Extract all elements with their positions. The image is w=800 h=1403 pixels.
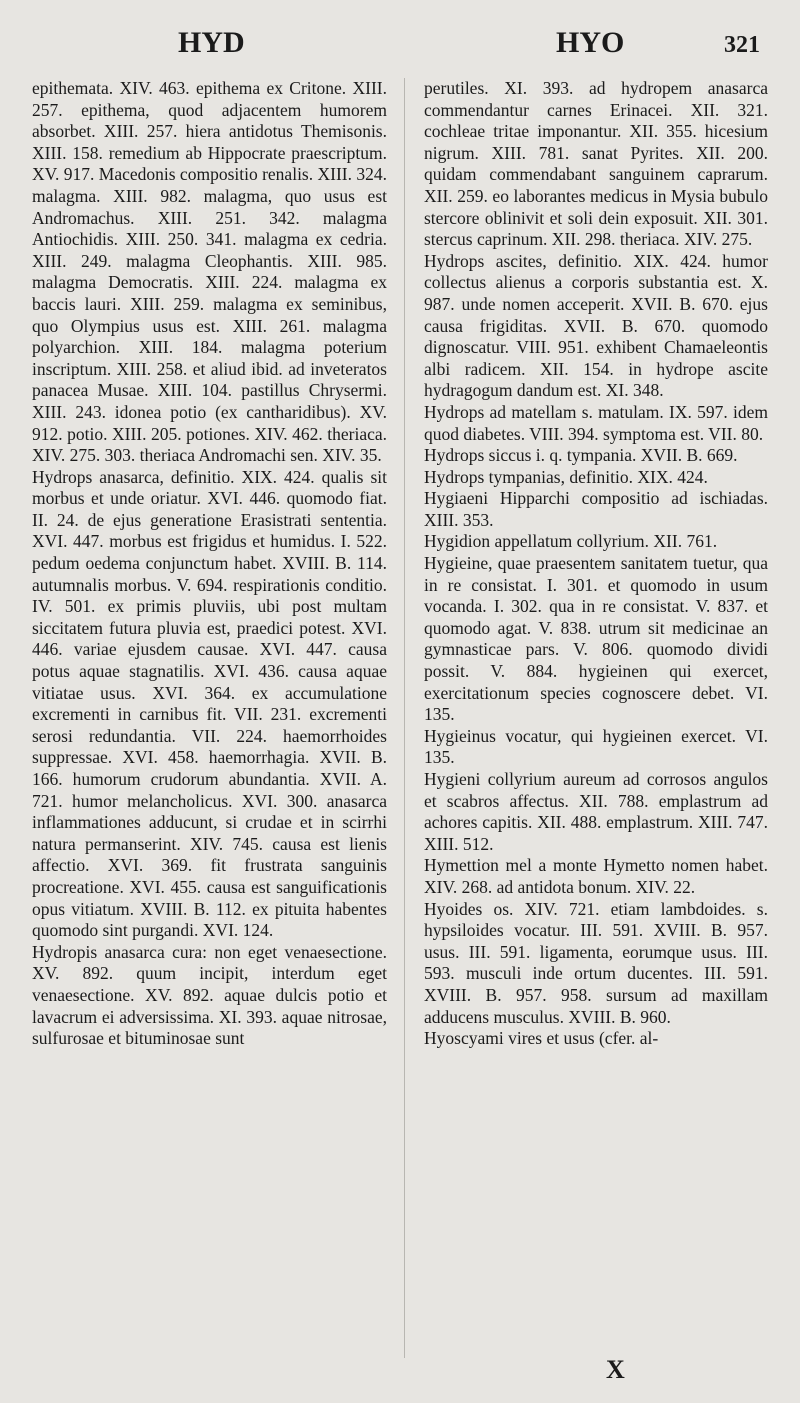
- index-entry: Hyoides os. XIV. 721. etiam lambdoides. s. hypsiloides vocatur. III. 591. XVIII. B. 957. usus. III. 591. ligamenta, eorumque usus. III. 593. musculi inde ortum ducentes. III. 591. XVIII. B. 957. 958. sursum ad maxillam adducens musculus. XVIII. B. 960.: [424, 898, 768, 1027]
- index-entry: Hydrops tympanias, definitio. XIX. 424.: [424, 466, 708, 487]
- index-entry: Hygieni collyrium aureum ad corrosos angulos et scabros affectus. XII. 788. emplastrum ad achores capitis. XII. 488. emplastrum. XIII. 747. XIII. 512.: [424, 769, 768, 854]
- index-entry: Hydropis anasarca cura: non eget venaesectione. XV. 892. quum incipit, interdum eget venaesectione. XV. 892. aquae dulcis potio et lavacrum ei adversissima. XI. 393. aquae nitrosae, sulfurosae et bituminosae sunt: [32, 941, 387, 1049]
- index-entry: Hygieinus vocatur, qui hygieinen exercet. VI. 135.: [424, 725, 768, 768]
- running-head-right: HYO: [556, 26, 625, 59]
- index-entry: Hydrops ascites, definitio. XIX. 424. humor collectus alienus a corporis substantia est. X. 987. unde nomen acceperit. XVII. B. 670. ejus causa frigiditas. XVII. B. 670. quomodo dignoscatur. VIII. 951. exhibent Chamaeleontis albi radicem. XII. 154. in hydrope ascite hydragogum dandum est. XI. 348.: [424, 250, 768, 401]
- index-entry: Hygidion appellatum collyrium. XII. 761.: [424, 531, 718, 552]
- index-entry: epithemata. XIV. 463. epithema ex Critone. XIII. 257. epithema, quod adjacentem humorem absorbet. XIII. 257. hiera antidotus Themisonis. XIII. 158. remedium ab Hippocrate praescriptum. XV. 917. Macedonis compositio renalis. XIII. 324. malagma. XIII. 982. malagma, quo usus est Andromachus. XIII. 251. 342. malagma Antiochidis. XIII. 250. 341. malagma ex cedria. XIII. 249. malagma Cleophantis. XIII. 985. malagma Democratis. XIII. 224. malagma ex baccis lauri. XIII. 259. malagma ex seminibus, quo Olympius usus est. XIII. 261. malagma polyarchion. XIII. 184. malagma poterium inscriptum. XIII. 258. et aliud ibid. ad inveteratos panacea Musae. XIII. 104. pastillus Chrysermi. XIII. 243. idonea potio (ex cantharidibus). XV. 912. potio. XIII. 205. potiones. XIV. 462. theriaca. XIV. 275. 303. theriaca Andromachi sen. XIV. 35.: [32, 78, 387, 466]
- index-entry: Hygiaeni Hipparchi compositio ad ischiadas. XIII. 353.: [424, 488, 768, 530]
- index-entry: Hygieine, quae praesentem sanitatem tuetur, qua in re consistat. I. 301. et quomodo in usum vocanda. I. 302. qua in re consistat. V. 837. et quomodo agat. V. 838. utrum sit medicinae an gymnasticae pars. V. 806. quomodo dividi possit. V. 884. hygieinen qui exercet, exercitationum species cognoscere debet. VI. 135.: [424, 553, 768, 725]
- index-entry: Hydrops siccus i. q. tympania. XVII. B. 669.: [424, 445, 738, 466]
- page-number: 321: [724, 32, 760, 58]
- signature-mark: X: [606, 1355, 625, 1384]
- index-entry: Hydrops ad matellam s. matulam. IX. 597. idem quod diabetes. VIII. 394. symptoma est. VII. 80.: [424, 401, 768, 444]
- index-entry: perutiles. XI. 393. ad hydropem anasarca commendantur carnes Erinacei. XII. 321. cochleae tritae imponantur. XII. 355. hicesium nigrum. XIII. 781. sanat Pyrites. XII. 200. quidam commendabant sanguinem caprarum. XII. 259. eo laborantes medicus in Mysia bubulo stercore oblinivit et soli dein exposuit. XII. 301. stercus caprinum. XII. 298. theriaca. XIV. 275.: [424, 78, 768, 250]
- left-column: [32, 78, 387, 1050]
- right-column: [424, 78, 768, 1050]
- index-entry: Hymettion mel a monte Hymetto nomen habet. XIV. 268. ad antidota bonum. XIV. 22.: [424, 855, 768, 897]
- column-gap: [404, 78, 405, 1358]
- index-entry: Hyoscyami vires et usus (cfer. al-: [424, 1028, 659, 1049]
- running-head-left: HYD: [178, 26, 245, 59]
- index-entry: Hydrops anasarca, definitio. XIX. 424. qualis sit morbus et unde oriatur. XVI. 446. quomodo fiat. II. 24. de ejus generatione Erasistrati sententia. XVI. 447. morbus est frigidus et humidus. I. 522. pedum oedema conjunctum habet. XVIII. B. 114. autumnalis morbus. V. 694. respirationis conditio. IV. 501. ex primis pluviis, ubi post multam siccitatem futura pluvia est, praedici potest. XVI. 446. variae ejusdem causae. XVI. 447. causa potus aquae stagnatilis. XVI. 436. causa aquae vitiatae usus. XVI. 364. ex accumulatione excrementi in carnibus fit. VII. 231. excrementi serosi redundantia. VII. 224. haemorrhoides suppressae. XVI. 458. haemorrhagia. XVII. B. 166. humorum crudorum abundantia. XVII. A. 721. humor melancholicus. XVI. 300. anasarca inflammationes adducunt, si crudae et in scirrhi natura permanserint. XIV. 745. causa est lienis affectio. XVI. 369. fit frustrata sanguinis procreatione. XVI. 455. causa est sanguificationis opus vitiatum. XVIII. B. 112. ex pituita habentes quomodo sint purgandi. XVI. 124.: [32, 466, 387, 941]
